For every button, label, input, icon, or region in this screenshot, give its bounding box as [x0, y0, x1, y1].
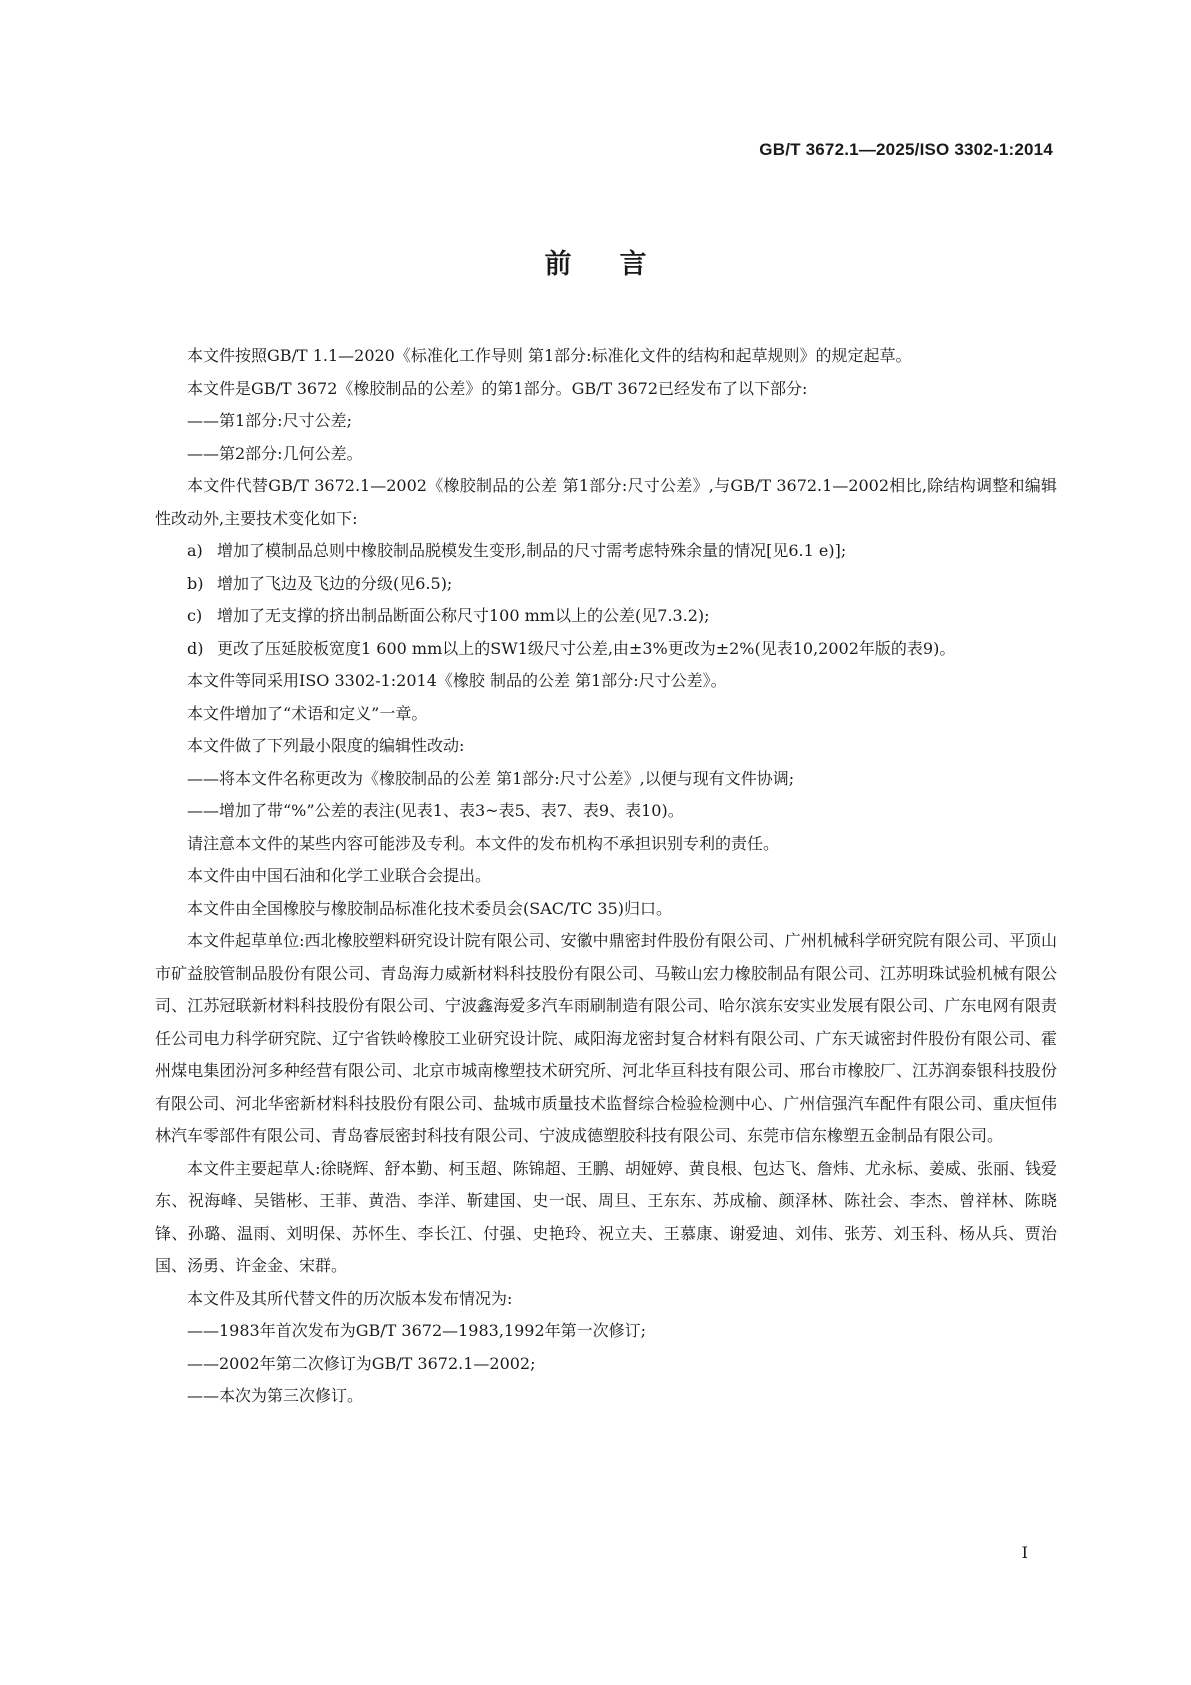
paragraph-patent-notice: 请注意本文件的某些内容可能涉及专利。本文件的发布机构不承担识别专利的责任。 [187, 833, 780, 853]
list-item-history-2: ——2002年第二次修订为GB/T 3672.1—2002; [187, 1353, 536, 1373]
page-title: 前言 [544, 249, 695, 280]
paragraph-parts-intro: 本文件是GB/T 3672《橡胶制品的公差》的第1部分。GB/T 3672已经发布了以下部分: [187, 378, 808, 398]
list-item-history-1: ——1983年首次发布为GB/T 3672—1983,1992年第一次修订; [187, 1321, 647, 1340]
paragraph-adoption: 本文件等同采用ISO 3302-1:2014《橡胶 制品的公差 第1部分:尺寸公差》。 [187, 671, 727, 690]
page-number: I [1021, 1543, 1028, 1562]
change-item-c [155, 600, 1057, 633]
list-item-part-2: ——第2部分:几何公差。 [187, 443, 363, 463]
list-item-editorial-2: ——增加了带“%”公差的表注(见表1、表3~表5、表7、表9、表10)。 [187, 801, 684, 820]
paragraph-drafting-units: 本文件起草单位:西北橡胶塑料研究设计院有限公司、安徽中鼎密封件股份有限公司、广州机械科学研究院有限公司、平顶山市矿益胶管制品股份有限公司、青岛海力威新材料科技股份有限公司、马鞍山宏力橡胶制品有限公司、江苏明珠试验机械有限公司、江苏冠联新材料科技股份有限公司、宁波鑫海爱多汽车雨刷制造有限公司、哈尔滨东安实业发展有限公司、广东电网有限责任公司电力科学研究院、辽宁省铁岭橡胶工业研究设计院、咸阳海龙密封复合材料有限公司、广东天诚密封件股份有限公司、霍州煤电集团汾河多种经营有限公司、北京市城南橡塑技术研究所、河北华亘科技有限公司、邢台市橡胶厂、江苏润泰银科技股份有限公司、河北华密新材料科技股份有限公司、盐城市质量技术监督综合检验检测中心、广州信强汽车配件有限公司、重庆恒伟林汽车零部件有限公司、青岛睿辰密封科技有限公司、宁波成德塑胶科技有限公司、东莞市信东橡塑五金制品有限公司。 [155, 931, 1057, 1145]
list-item-history-3: ——本次为第三次修订。 [187, 1386, 364, 1405]
change-mark-a: a) [187, 541, 203, 560]
change-mark-b: b) [187, 573, 204, 593]
paragraph-replacement: 本文件代替GB/T 3672.1—2002《橡胶制品的公差 第1部分:尺寸公差》,与GB/T 3672.1—2002相比,除结构调整和编辑性改动外,主要技术变化如下: [155, 476, 1057, 528]
list-item-editorial-1: ——将本文件名称更改为《橡胶制品的公差 第1部分:尺寸公差》,以便与现有文件协调; [187, 768, 795, 788]
paragraph-history-intro: 本文件及其所代替文件的历次版本发布情况为: [187, 1288, 513, 1308]
list-item-part-1: ——第1部分:尺寸公差; [187, 411, 352, 430]
change-text-b: 增加了飞边及飞边的分级(见6.5); [217, 573, 453, 593]
change-item-a [155, 535, 1057, 568]
change-text-a: 增加了模制品总则中橡胶制品脱模发生变形,制品的尺寸需考虑特殊余量的情况[见6.1 e)]; [217, 541, 847, 560]
change-text-d: 更改了压延胶板宽度1 600 mm以上的SW1级尺寸公差,由±3%更改为±2%(见表10,2002年版的表9)。 [217, 638, 956, 658]
change-mark-d: d) [187, 638, 204, 658]
paragraph-committee: 本文件由全国橡胶与橡胶制品标准化技术委员会(SAC/TC 35)归口。 [187, 898, 672, 918]
paragraph-proposer: 本文件由中国石油和化学工业联合会提出。 [187, 866, 492, 885]
foreword-body [155, 340, 1057, 1413]
standard-number: GB/T 3672.1—2025/ISO 3302-1:2014 [759, 140, 1053, 159]
change-item-b [155, 568, 1057, 601]
change-mark-c: c) [187, 606, 203, 625]
paragraph-drafters: 本文件主要起草人:徐晓辉、舒本勤、柯玉超、陈锦超、王鹏、胡娅婷、黄良根、包达飞、詹炜、尤永标、姜威、张丽、钱爱东、祝海峰、吴锴彬、王菲、黄浩、李洋、靳建国、史一氓、周旦、王东东、苏成榆、颜泽林、陈社会、李杰、曾祥林、陈晓锋、孙璐、温雨、刘明保、苏怀生、李长江、付强、史艳玲、祝立夫、王慕康、谢爱迪、刘伟、张芳、刘玉科、杨从兵、贾治国、汤勇、许金金、宋群。 [155, 1158, 1057, 1275]
change-item-d [155, 633, 1057, 666]
paragraph-drafting-rules: 本文件按照GB/T 1.1—2020《标准化工作导则 第1部分:标准化文件的结构和起草规则》的规定起草。 [187, 346, 912, 365]
paragraph-editorial-intro: 本文件做了下列最小限度的编辑性改动: [187, 736, 465, 755]
change-text-c: 增加了无支撑的挤出制品断面公称尺寸100 mm以上的公差(见7.3.2); [217, 606, 710, 625]
paragraph-added-chapter: 本文件增加了“术语和定义”一章。 [187, 703, 428, 723]
